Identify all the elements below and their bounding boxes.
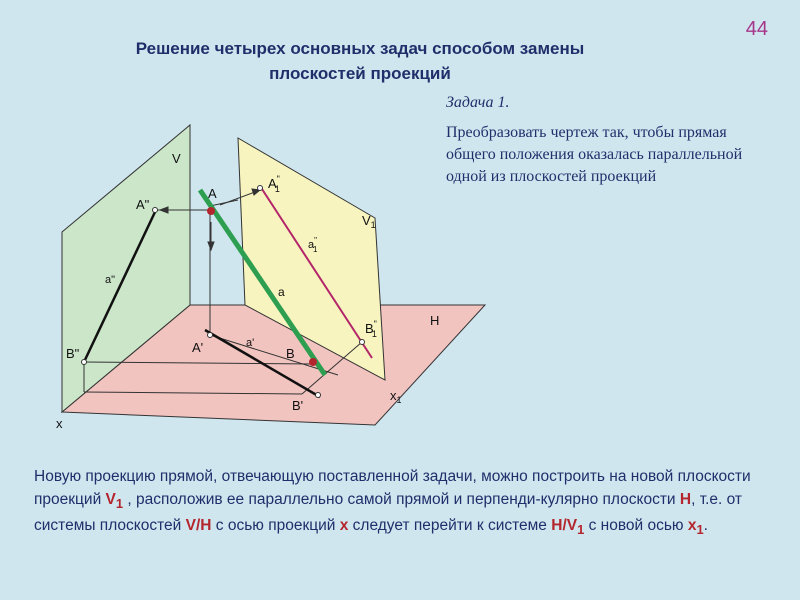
label-a2: A" — [136, 197, 150, 212]
term-hv1-main: H/V — [551, 517, 578, 535]
label-a1-2-sup: " — [276, 174, 280, 184]
page-number: 44 — [745, 18, 768, 40]
label-b-point: B — [286, 346, 295, 361]
label-v: V — [172, 151, 181, 166]
task-text: Преобразовать чертеж так, чтобы прямая общего положения оказалась параллельной одной из плоскостей проекций — [446, 124, 743, 185]
task-label: Задача 1. — [446, 94, 510, 111]
arrow-down — [208, 242, 214, 250]
term-hv1-sub: 1 — [577, 522, 585, 538]
term-vh: V/H — [185, 517, 212, 535]
point-a-h — [208, 333, 213, 338]
explanation-part-2: , расположив ее параллельно самой прямой и перпенди-кулярно плоскости — [123, 490, 680, 508]
point-b-h — [316, 393, 321, 398]
label-b1-2-main: B — [365, 321, 374, 336]
term-v1-sub: 1 — [115, 495, 124, 511]
label-b1-2-sub: 1 — [371, 329, 377, 339]
term-v1-main: V — [105, 490, 116, 508]
label-v1 — [362, 213, 376, 230]
explanation-text — [34, 466, 774, 542]
point-b — [309, 358, 317, 366]
title-line-1: Решение четырех основных задач способом замены — [135, 39, 585, 58]
explanation-part-7: . — [703, 517, 708, 535]
term-h: H — [679, 490, 692, 508]
label-b-h: B' — [292, 398, 304, 413]
label-v1-main: V — [362, 213, 371, 228]
label-a1-2-line-sup: " — [314, 236, 317, 245]
term-v1 — [105, 490, 124, 511]
label-a1-2-main: A — [268, 176, 277, 191]
label-a-h: A' — [192, 340, 204, 355]
label-x: x — [56, 416, 63, 431]
label-b2: B" — [66, 346, 80, 361]
point-a2 — [153, 208, 158, 213]
label-a1-2-line-main: a — [308, 239, 315, 251]
explanation-part-4: с осью проекций — [211, 517, 340, 535]
label-a1-2-line-sub: 1 — [312, 245, 318, 254]
point-a1-2 — [258, 186, 263, 191]
term-x1-main: x — [687, 517, 697, 535]
label-b1-2-sup: " — [373, 319, 377, 329]
explanation-part-1: Новую проекцию прямой, отвечающую поставленной задачи, можно построить на новой плоскости проекций — [34, 468, 751, 508]
explanation-part-5: следует перейти к системе — [348, 517, 552, 535]
title-line-2: плоскостей проекций — [269, 64, 451, 83]
term-x1 — [687, 517, 704, 538]
label-a-h-line: a' — [246, 337, 255, 349]
point-b1-2 — [360, 340, 365, 345]
term-x: x — [339, 517, 349, 535]
label-v1-sub: 1 — [370, 220, 376, 230]
explanation-part-3: , т.е. от системы плоскостей — [34, 490, 743, 535]
label-h: H — [430, 313, 440, 328]
label-a-point: A — [208, 186, 217, 201]
explanation-part-6: с новой осью — [584, 517, 688, 535]
label-a-line: a — [278, 285, 285, 299]
label-a2-line: a" — [105, 274, 116, 286]
label-x1-main: x — [390, 388, 397, 403]
label-x1-sub: 1 — [396, 395, 402, 405]
point-b2 — [82, 360, 87, 365]
term-x1-sub: 1 — [696, 522, 704, 538]
point-a — [207, 207, 215, 215]
term-hv1 — [551, 517, 585, 538]
label-a1-2-sub: 1 — [274, 184, 280, 194]
